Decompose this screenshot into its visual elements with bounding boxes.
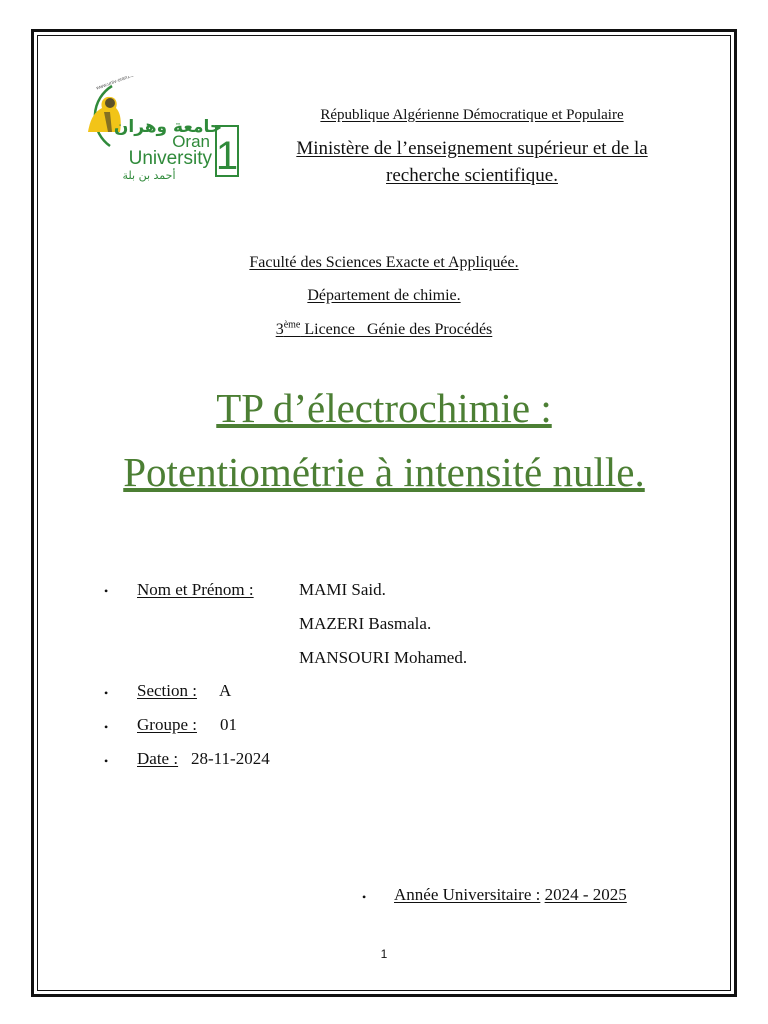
ministry-heading xyxy=(252,135,692,189)
title-line1 xyxy=(80,384,688,432)
logo-number: 1 xyxy=(215,134,239,178)
academic-year-value: 2024 - 2025 xyxy=(544,885,627,904)
section-value: A xyxy=(219,681,232,700)
title-line2 xyxy=(40,448,728,496)
date-label: Date : xyxy=(137,749,179,768)
ministry-line1: Ministère de l’enseignement supérieur et de la xyxy=(296,138,648,159)
academic-year xyxy=(394,885,627,905)
oran-university-logo-icon xyxy=(74,76,244,184)
level-text xyxy=(276,321,493,338)
page-number: 1 xyxy=(380,947,388,961)
logo-name-line1: Oran xyxy=(172,132,210,151)
bullet-group: • xyxy=(104,720,109,734)
title-line2-text: Potentiométrie à intensité nulle. xyxy=(123,449,645,495)
republic-text: République Algérienne Démocratique et Populaire xyxy=(320,107,624,123)
level-line xyxy=(150,320,618,339)
department-line xyxy=(150,287,618,305)
faculty-line xyxy=(150,254,618,272)
bullet-year: • xyxy=(362,890,367,904)
level-number: 3 xyxy=(275,321,284,339)
ministry-line2: recherche scientifique. xyxy=(386,165,558,186)
logo-name-line2: University xyxy=(128,148,212,169)
logo-arabic-name: جامعة وهران xyxy=(113,117,223,137)
department-text: Département de chimie. xyxy=(307,287,461,304)
academic-year-label: Année Universitaire : xyxy=(394,885,541,904)
student-name-2: MAZERI Basmala. xyxy=(299,614,432,633)
student-name-3: MANSOURI Mohamed. xyxy=(299,648,468,667)
date-value: 28-11-2024 xyxy=(191,749,270,768)
logo-url-text: www.univ-oran1.dz xyxy=(95,76,138,92)
university-logo xyxy=(74,76,244,184)
logo-arabic-subtitle: أحمد بن بلة xyxy=(122,169,176,182)
level-program: Licence Génie des Procédés xyxy=(300,321,493,339)
republic-heading xyxy=(252,107,692,124)
title-line1-text: TP d’électrochimie : xyxy=(216,385,552,431)
level-superscript: ème xyxy=(283,320,301,331)
bullet-names: • xyxy=(104,584,109,598)
group-value: 01 xyxy=(220,715,237,734)
bullet-date: • xyxy=(104,754,109,768)
group-label: Groupe : xyxy=(137,715,197,734)
bullet-section: • xyxy=(104,686,109,700)
section-label: Section : xyxy=(137,681,197,700)
faculty-text: Faculté des Sciences Exacte et Appliquée. xyxy=(249,254,519,271)
names-label: Nom et Prénom : xyxy=(137,580,254,599)
student-name-1: MAMI Said. xyxy=(299,580,386,599)
